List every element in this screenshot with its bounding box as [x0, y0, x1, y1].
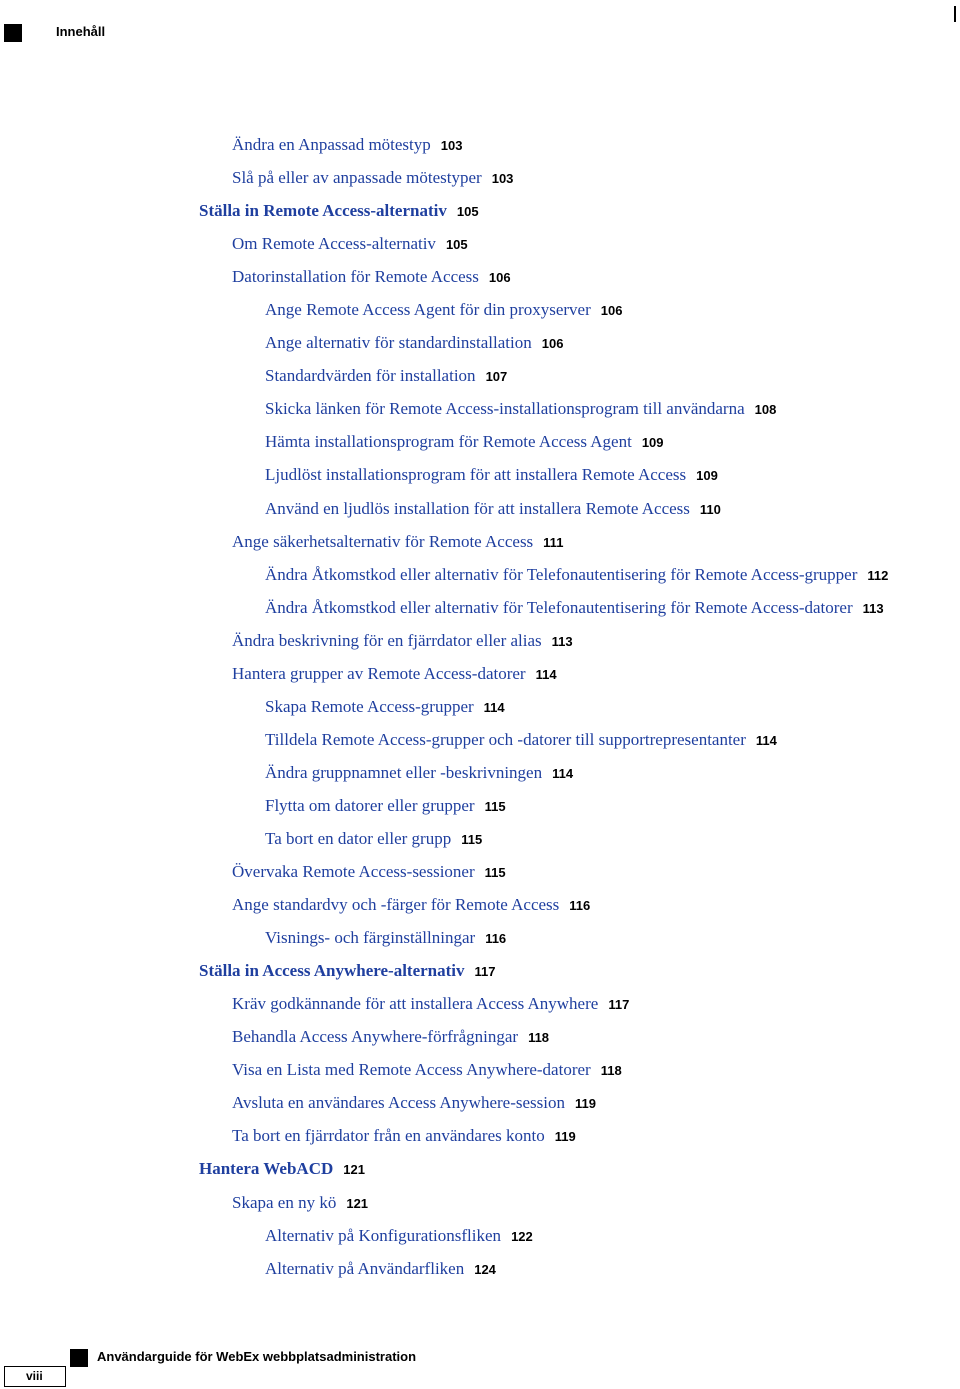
toc-entry-page: 110 [699, 501, 721, 517]
toc-entry[interactable] [0, 293, 960, 326]
toc-entry-title[interactable]: Tilldela Remote Access-grupper och -datorer till supportrepresentanter [265, 729, 746, 749]
toc-entry-page: 107 [485, 369, 508, 385]
toc-entry-page: 115 [461, 831, 483, 847]
toc-entry-title[interactable]: Kräv godkännande för att installera Access Anywhere [232, 994, 599, 1014]
toc-entry-page: 119 [574, 1096, 596, 1112]
toc-entry-page: 114 [535, 666, 557, 682]
toc-entry[interactable] [0, 954, 960, 987]
toc-entry-page: 109 [641, 435, 664, 451]
toc-entry-title[interactable]: Ändra beskrivning för en fjärrdator eller alias [232, 630, 542, 650]
crop-mark [954, 6, 956, 22]
toc-entry[interactable] [0, 1152, 960, 1185]
toc-entry[interactable] [0, 657, 960, 690]
toc-entry[interactable] [0, 558, 960, 591]
toc-entry-page: 115 [484, 865, 506, 881]
toc-entry[interactable] [0, 789, 960, 822]
toc-entry-page: 106 [488, 270, 511, 286]
toc-entry-title[interactable]: Ljudlöst installationsprogram för att installera Remote Access [265, 465, 687, 485]
toc-entry[interactable] [0, 425, 960, 458]
toc-entry-title[interactable]: Använd en ljudlös installation för att installera Remote Access [265, 498, 690, 518]
toc-entry-page: 121 [346, 1195, 369, 1211]
toc-entry-page: 116 [485, 931, 507, 947]
toc-entry-title[interactable]: Om Remote Access-alternativ [232, 234, 436, 254]
toc-entry-title[interactable]: Ställa in Remote Access-alternativ [199, 201, 447, 221]
toc-entry[interactable] [0, 326, 960, 359]
toc-entry-title[interactable]: Ändra Åtkomstkod eller alternativ för Telefonautentisering för Remote Access-datorer [265, 597, 853, 617]
toc-entry[interactable] [0, 624, 960, 657]
toc-entry-title[interactable]: Övervaka Remote Access-sessioner [232, 862, 475, 882]
toc-entry[interactable] [0, 161, 960, 194]
toc-entry-title[interactable]: Visa en Lista med Remote Access Anywhere-datorer [232, 1060, 591, 1080]
toc-entry-title[interactable]: Behandla Access Anywhere-förfrågningar [232, 1027, 519, 1047]
toc-entry[interactable] [0, 392, 960, 425]
toc-entry-page: 124 [474, 1261, 496, 1277]
toc-entry-title[interactable]: Ta bort en dator eller grupp [265, 828, 452, 848]
toc-entry-page: 103 [491, 171, 514, 187]
toc-entry[interactable] [0, 690, 960, 723]
toc-entry-page: 115 [484, 798, 506, 814]
toc-entry-title[interactable]: Ta bort en fjärrdator från en användares konto [232, 1126, 545, 1146]
toc-entry[interactable] [0, 1219, 960, 1252]
page-header-title: Innehåll [56, 24, 106, 39]
toc-entry-page: 118 [600, 1063, 622, 1079]
toc-entry[interactable] [0, 525, 960, 558]
toc-entry-title[interactable]: Standardvärden för installation [265, 366, 476, 386]
toc-entry-title[interactable]: Hantera WebACD [199, 1159, 334, 1179]
toc-entry[interactable] [0, 128, 960, 161]
toc-entry-page: 112 [867, 567, 889, 583]
toc-entry[interactable] [0, 921, 960, 954]
toc-entry-title[interactable]: Ange Remote Access Agent för din proxyserver [265, 300, 591, 320]
toc-entry-page: 113 [551, 633, 573, 649]
toc-entry-page: 121 [343, 1162, 365, 1178]
toc-entry-title[interactable]: Datorinstallation för Remote Access [232, 267, 479, 287]
toc-entry[interactable] [0, 227, 960, 260]
toc-entry[interactable] [0, 1119, 960, 1152]
toc-entry-title[interactable]: Visnings- och färginställningar [265, 928, 476, 948]
toc-entry-page: 108 [754, 402, 777, 418]
toc-entry-title[interactable]: Ställa in Access Anywhere-alternativ [199, 961, 465, 981]
toc-entry-title[interactable]: Ange alternativ för standardinstallation [265, 333, 532, 353]
toc-entry[interactable] [0, 987, 960, 1020]
toc-entry-page: 119 [554, 1129, 576, 1145]
toc-entry-page: 109 [696, 468, 718, 484]
toc-entry-page: 111 [543, 534, 564, 550]
toc-entry-title[interactable]: Alternativ på Konfigurationsfliken [265, 1225, 502, 1245]
toc-entry[interactable] [0, 359, 960, 392]
toc-entry-page: 114 [483, 699, 505, 715]
toc-entry-page: 117 [608, 997, 630, 1013]
toc-entry-title[interactable]: Flytta om datorer eller grupper [265, 795, 475, 815]
toc-entry[interactable] [0, 1252, 960, 1285]
toc-entry[interactable] [0, 888, 960, 921]
toc-entry-title[interactable]: Ange standardvy och -färger för Remote Access [232, 895, 560, 915]
toc-entry-page: 103 [440, 138, 463, 153]
toc-entry[interactable] [0, 194, 960, 227]
toc-entry-title[interactable]: Ändra gruppnamnet eller -beskrivningen [265, 762, 543, 782]
toc-entry[interactable] [0, 458, 960, 491]
toc-entry[interactable] [0, 492, 960, 525]
toc-entry-page: 105 [456, 204, 479, 220]
toc-entry-page: 114 [755, 732, 777, 748]
toc-entry-page: 113 [862, 600, 884, 616]
toc-entry-page: 118 [528, 1030, 550, 1046]
footer-marker [70, 1349, 88, 1367]
toc-entry-title[interactable]: Ändra Åtkomstkod eller alternativ för Telefonautentisering för Remote Access-grupper [265, 564, 858, 584]
toc-entry-title[interactable]: Ändra en Anpassad mötestyp [232, 135, 431, 154]
toc-entry[interactable] [0, 1086, 960, 1119]
toc-entry-page: 105 [445, 237, 468, 253]
toc-entry-title[interactable]: Alternativ på Användarfliken [265, 1258, 465, 1278]
toc-entry-page: 106 [600, 303, 623, 319]
toc-entry-title[interactable]: Slå på eller av anpassade mötestyper [232, 168, 482, 188]
toc-entry-title[interactable]: Hämta installationsprogram för Remote Access Agent [265, 432, 632, 452]
toc-entry[interactable] [0, 591, 960, 624]
footer-page-number: viii [26, 1369, 43, 1383]
toc-entry-title[interactable]: Skapa Remote Access-grupper [265, 696, 474, 716]
toc-entry-page: 114 [552, 765, 574, 781]
toc-entry[interactable] [0, 260, 960, 293]
header-marker [4, 24, 22, 42]
toc-entry-title[interactable]: Hantera grupper av Remote Access-datorer [232, 663, 526, 683]
toc-entry[interactable] [0, 756, 960, 789]
toc-entry-page: 117 [474, 964, 496, 980]
table-of-contents [0, 128, 960, 1285]
toc-entry-page: 106 [541, 336, 564, 352]
toc-entry[interactable] [0, 822, 960, 855]
toc-entry[interactable] [0, 723, 960, 756]
toc-entry-page: 122 [511, 1228, 533, 1244]
toc-entry-page: 116 [569, 898, 591, 914]
toc-entry[interactable] [0, 1020, 960, 1053]
footer-title: Användarguide för WebEx webbplatsadministration [97, 1349, 417, 1364]
toc-entry[interactable] [0, 1053, 960, 1086]
toc-entry[interactable] [0, 855, 960, 888]
toc-entry[interactable] [0, 1186, 960, 1219]
toc-entry-title[interactable]: Avsluta en användares Access Anywhere-session [232, 1093, 565, 1113]
toc-entry-title[interactable]: Skicka länken för Remote Access-installationsprogram till användarna [265, 399, 745, 419]
toc-entry-title[interactable]: Skapa en ny kö [232, 1192, 337, 1212]
toc-entry-title[interactable]: Ange säkerhetsalternativ för Remote Access [232, 531, 534, 551]
